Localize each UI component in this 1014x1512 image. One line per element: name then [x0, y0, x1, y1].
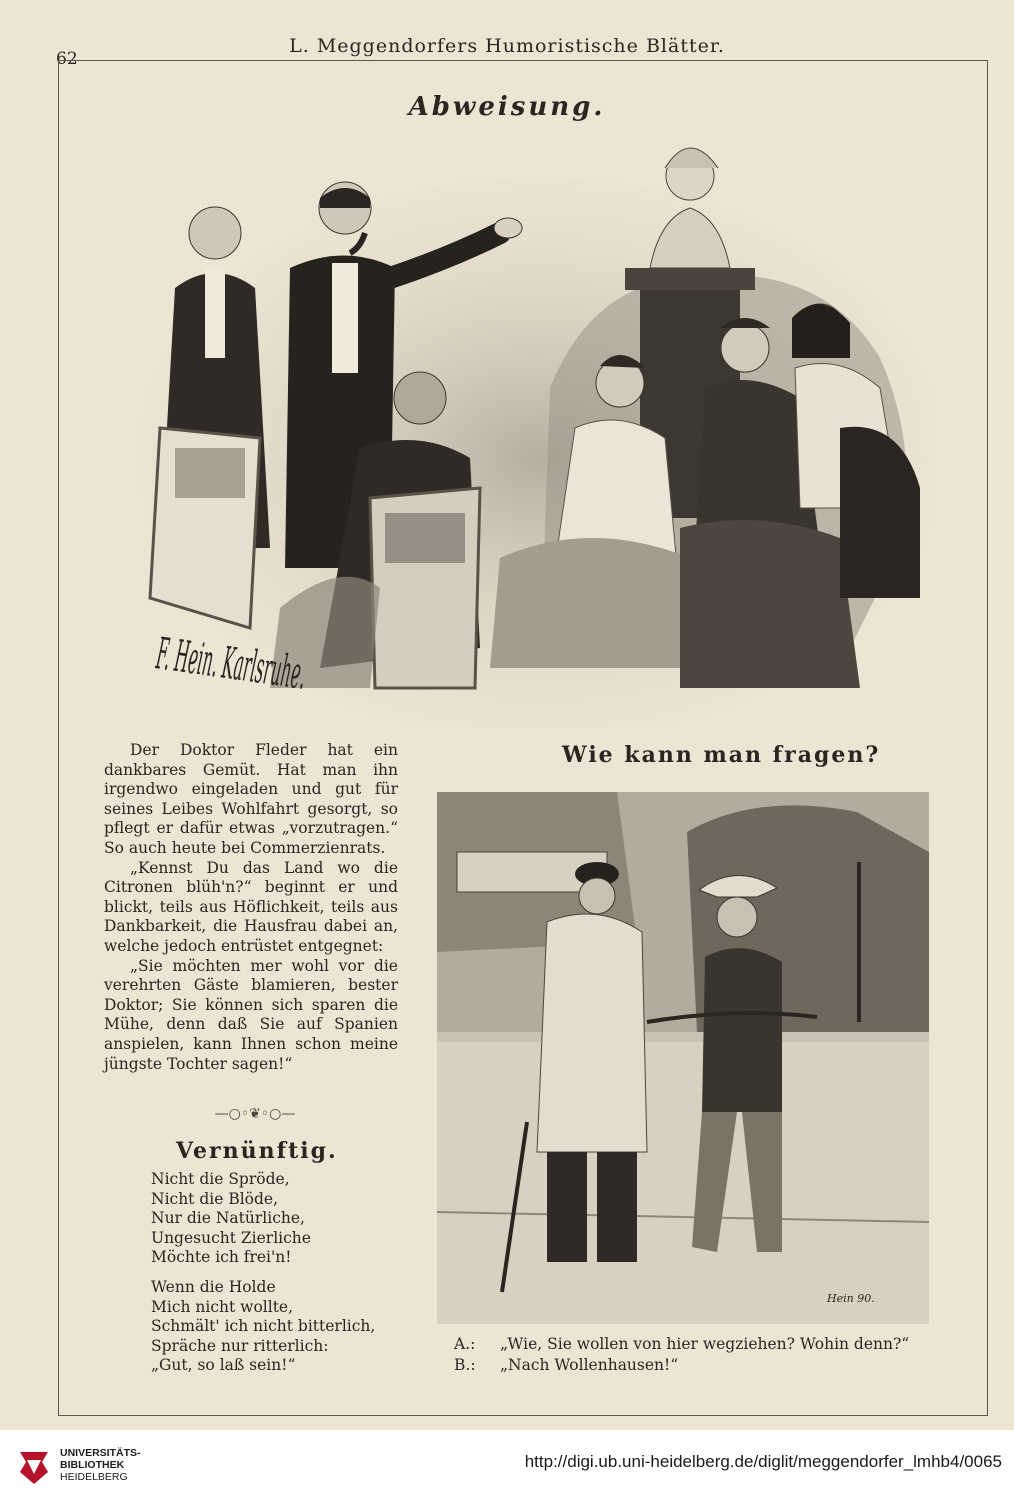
library-logo-icon[interactable]	[16, 1448, 52, 1488]
logo-line: HEIDELBERG	[60, 1471, 128, 1483]
dialog-text: „Wie, Sie wollen von hier wegziehen? Wohin denn?“	[500, 1335, 910, 1353]
dialog-line-b	[454, 1355, 909, 1376]
dialog-text: „Nach Wollenhausen!“	[500, 1356, 679, 1374]
logo-line: UNIVERSITÄTS-	[60, 1447, 141, 1459]
story1-text	[104, 741, 398, 1074]
dialog-speaker: B.:	[454, 1356, 476, 1374]
running-title: L. Meggendorfers Humoristische Blätter.	[289, 35, 725, 57]
permalink-url[interactable]: http://digi.ub.uni-heidelberg.de/diglit/meggendorfer_lmhb4/0065	[524, 1452, 1002, 1471]
poem-stanza-1	[151, 1170, 375, 1268]
poem	[151, 1170, 375, 1386]
page-number: 62	[56, 49, 78, 69]
poem-line: Nicht die Spröde,	[151, 1170, 290, 1188]
library-logo-text[interactable]	[60, 1447, 141, 1483]
story1-paragraph: „Kennst Du das Land wo die Citronen blüh'n?“ beginnt er und blickt, teils aus Höflichkeit, teils aus Dankbarkeit, die Hausfrau dabei an, welche jedoch entrüstet entgegnet:	[104, 858, 398, 955]
street-signature: Hein 90.	[827, 1292, 875, 1305]
poem-line: Nicht die Blöde,	[151, 1189, 279, 1208]
street-illustration	[437, 792, 929, 1324]
salon-illustration	[120, 128, 930, 728]
logo-line: BIBLIOTHEK	[60, 1459, 125, 1471]
ornament-divider: —○◦❦◦○—	[214, 1106, 296, 1122]
poem-stanza-2	[151, 1278, 375, 1376]
poem-line: Möchte ich frei'n!	[151, 1248, 292, 1267]
dialog-line-a	[454, 1334, 909, 1355]
story2-title: Wie kann man fragen?	[562, 742, 881, 768]
dialog-speaker: A.:	[454, 1335, 476, 1353]
story1-paragraph: „Sie möchten mer wohl vor die verehrten Gäste blamieren, bester Doktor; Sie können sich sparen die Mühe, denn daß Sie auf Spanien anspielen, kann Ihnen schon meine jüngste Tochter sagen!“	[104, 956, 398, 1073]
story1-title: Abweisung.	[408, 92, 606, 122]
poem-line: Schmält' ich nicht bitterlich,	[151, 1317, 376, 1336]
story1-paragraph: Der Doktor Fleder hat ein dankbares Gemüt. Hat man ihn irgendwo eingeladen und gut für seines Leibes Wohlfahrt gesorgt, so pflegt er dafür etwas „vorzutragen.“ So auch heute bei Commerzienrats.	[104, 741, 398, 857]
poem-line: „Gut, so laß sein!“	[151, 1356, 296, 1375]
poem-line: Ungesucht Zierliche	[151, 1228, 311, 1247]
dialog	[454, 1334, 909, 1376]
poem-line: Wenn die Holde	[151, 1277, 276, 1296]
poem-line: Mich nicht wollte,	[151, 1297, 294, 1316]
poem-title: Vernünftig.	[176, 1138, 338, 1164]
poem-line: Spräche nur ritterlich:	[151, 1336, 329, 1355]
poem-line: Nur die Natürliche,	[151, 1209, 305, 1228]
